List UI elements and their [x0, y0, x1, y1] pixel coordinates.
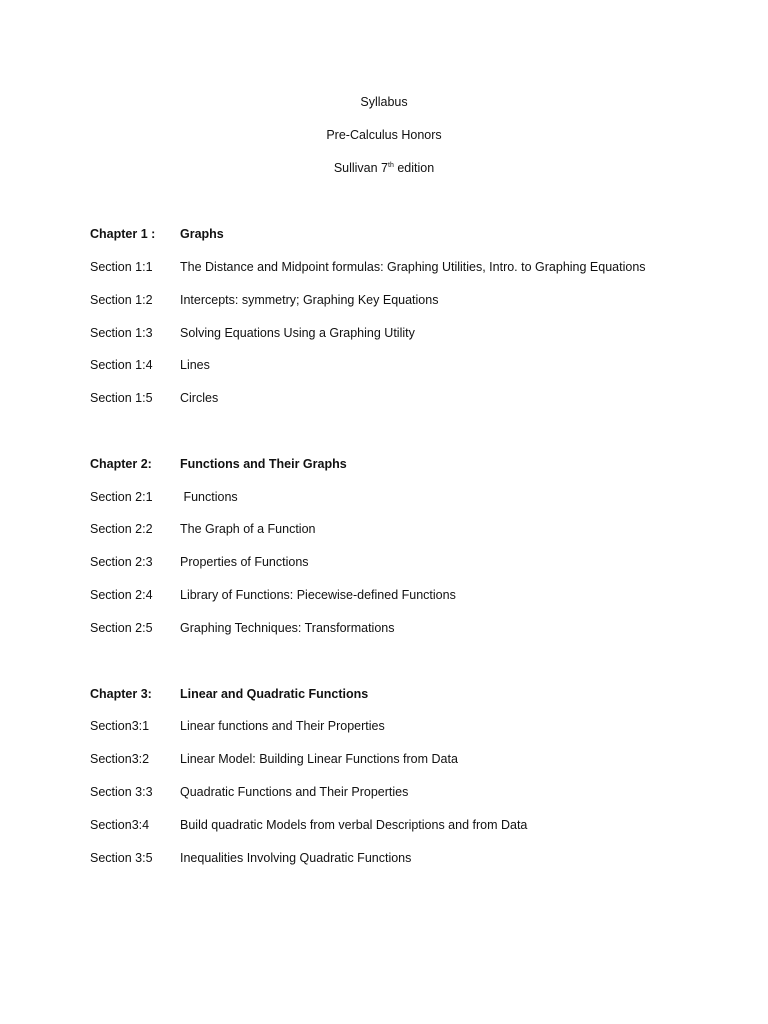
section-title: Lines: [180, 358, 210, 372]
section-title: Properties of Functions: [180, 555, 309, 569]
textbook-name: Sullivan 7: [333, 161, 389, 175]
section-title: Quadratic Functions and Their Properties: [180, 785, 409, 799]
section-title: Graphing Techniques: Transformations: [180, 621, 395, 635]
section-title: Functions: [180, 490, 238, 504]
section-title: Solving Equations Using a Graphing Utility: [180, 326, 415, 340]
section-label: Section 2:3: [90, 555, 153, 569]
section-label: Section 1:2: [90, 293, 153, 307]
section-label: Section 2:1: [90, 490, 153, 504]
section-title: The Graph of a Function: [180, 522, 316, 536]
section-title: Intercepts: symmetry; Graphing Key Equations: [180, 293, 439, 307]
chapter-title: Functions and Their Graphs: [180, 457, 347, 471]
section-title: Library of Functions: Piecewise-defined Functions: [180, 588, 456, 602]
section-label: Section3:2: [90, 752, 150, 766]
section-label: Section3:4: [90, 818, 150, 832]
chapter-label: Chapter 2:: [90, 457, 152, 471]
section-label: Section 3:5: [90, 851, 153, 865]
section-label: Section 2:4: [90, 588, 153, 602]
section-label: Section 1:4: [90, 358, 153, 372]
course-name: Pre-Calculus Honors: [326, 128, 442, 142]
section-label: Section 2:2: [90, 522, 153, 536]
section-label: Section 3:3: [90, 785, 153, 799]
chapter-title: Graphs: [180, 227, 224, 241]
chapter-label: Chapter 3:: [90, 687, 152, 701]
section-title: Circles: [180, 391, 219, 405]
section-label: Section 2:5: [90, 621, 153, 635]
section-title: The Distance and Midpoint formulas: Graphing Utilities, Intro. to Graphing Equations: [180, 260, 646, 274]
section-label: Section 1:3: [90, 326, 153, 340]
edition-suffix: edition: [393, 161, 435, 175]
textbook-edition: [0, 160, 768, 176]
chapter-title: Linear and Quadratic Functions: [180, 687, 369, 701]
document-title: Syllabus: [360, 95, 408, 109]
section-title: Build quadratic Models from verbal Descriptions and from Data: [180, 818, 528, 832]
section-label: Section 1:5: [90, 391, 153, 405]
section-label: Section 1:1: [90, 260, 153, 274]
section-title: Linear functions and Their Properties: [180, 719, 385, 733]
section-title: Linear Model: Building Linear Functions from Data: [180, 752, 458, 766]
chapter-label: Chapter 1 :: [90, 227, 156, 241]
edition-superscript: th: [388, 162, 394, 169]
section-label: Section3:1: [90, 719, 150, 733]
section-title: Inequalities Involving Quadratic Functions: [180, 851, 412, 865]
